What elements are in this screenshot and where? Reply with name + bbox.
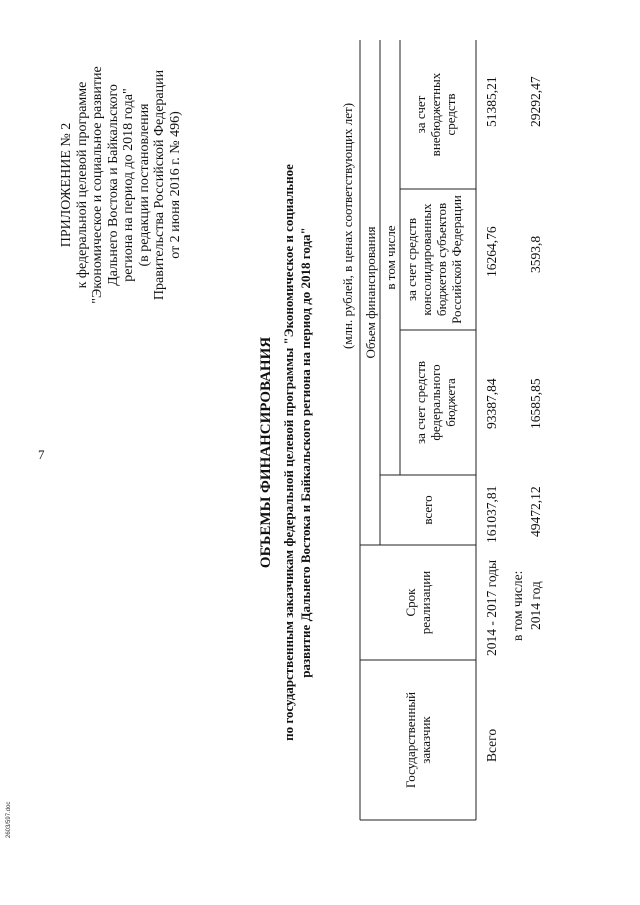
row-federal: 16585,85 bbox=[528, 378, 543, 429]
appendix-line: от 2 июня 2016 г. № 496) bbox=[167, 111, 183, 259]
header-regional-line: Российской Федерации bbox=[449, 195, 464, 324]
header-federal-line: федерального bbox=[428, 364, 443, 441]
row-customer: Всего bbox=[484, 728, 499, 762]
header-extra-line: внебюджетных bbox=[428, 72, 443, 157]
row-extra: 29292,47 bbox=[528, 76, 543, 127]
units-note: (млн. рублей, в ценах соответствующих лет) bbox=[340, 102, 355, 349]
subtitle-line: по государственным заказчикам федеральной целевой программы "Экономическое и социальное bbox=[281, 164, 296, 741]
header-customer bbox=[403, 660, 433, 820]
row-period-note: в том числе: bbox=[510, 570, 525, 641]
header-regional-line: за счет средств bbox=[404, 218, 419, 301]
header-federal-line: бюджета bbox=[443, 378, 458, 427]
header-regional-line: консолидированных bbox=[419, 203, 434, 316]
header-financing: Объем финансирования bbox=[363, 226, 378, 359]
header-regional-line: бюджетов субъектов bbox=[434, 202, 449, 317]
header-customer-line: заказчик bbox=[418, 716, 433, 764]
header-extra bbox=[413, 40, 458, 189]
appendix-line: "Экономическое и социальное развитие bbox=[90, 66, 105, 304]
row-federal: 93387,84 bbox=[484, 378, 499, 429]
header-customer-line: Государственный bbox=[403, 691, 418, 789]
footer-document-code: 2603/597.doc bbox=[6, 801, 12, 838]
appendix-line: ПРИЛОЖЕНИЕ № 2 bbox=[59, 122, 74, 248]
header-period-line: Срок bbox=[403, 588, 418, 617]
header-federal-line: за счет средств bbox=[413, 361, 428, 444]
header-period-line: реализации bbox=[418, 570, 433, 635]
document-title: ОБЪЕМЫ ФИНАНСИРОВАНИЯ bbox=[258, 336, 274, 569]
row-total: 161037,81 bbox=[484, 485, 499, 543]
header-regional bbox=[404, 189, 464, 330]
header-period bbox=[403, 545, 433, 660]
appendix-line: (в редакции постановления bbox=[136, 103, 152, 267]
row-period: 2014 - 2017 годы bbox=[484, 559, 499, 656]
row-period: 2014 год bbox=[528, 581, 543, 630]
appendix-line: к федеральной целевой программе bbox=[74, 81, 90, 289]
header-extra-line: за счет bbox=[413, 95, 428, 134]
appendix-line: Дальнего Востока и Байкальского bbox=[105, 84, 121, 286]
appendix-line: Правительства Российской Федерации bbox=[152, 69, 167, 301]
header-total: всего bbox=[420, 495, 435, 525]
row-total: 49472,12 bbox=[528, 486, 543, 537]
header-federal bbox=[413, 330, 458, 475]
appendix-line: региона на период до 2018 года" bbox=[121, 88, 136, 282]
row-regional: 3593,8 bbox=[528, 235, 543, 273]
row-regional: 16264,76 bbox=[484, 226, 499, 277]
page-number: 7 bbox=[38, 447, 45, 462]
row-extra: 51385,21 bbox=[484, 76, 499, 127]
subtitle-line: развитие Дальнего Востока и Байкальского региона на период до 2018 года" bbox=[298, 227, 313, 678]
header-extra-line: средств bbox=[443, 93, 458, 136]
header-including: в том числе bbox=[383, 225, 398, 290]
